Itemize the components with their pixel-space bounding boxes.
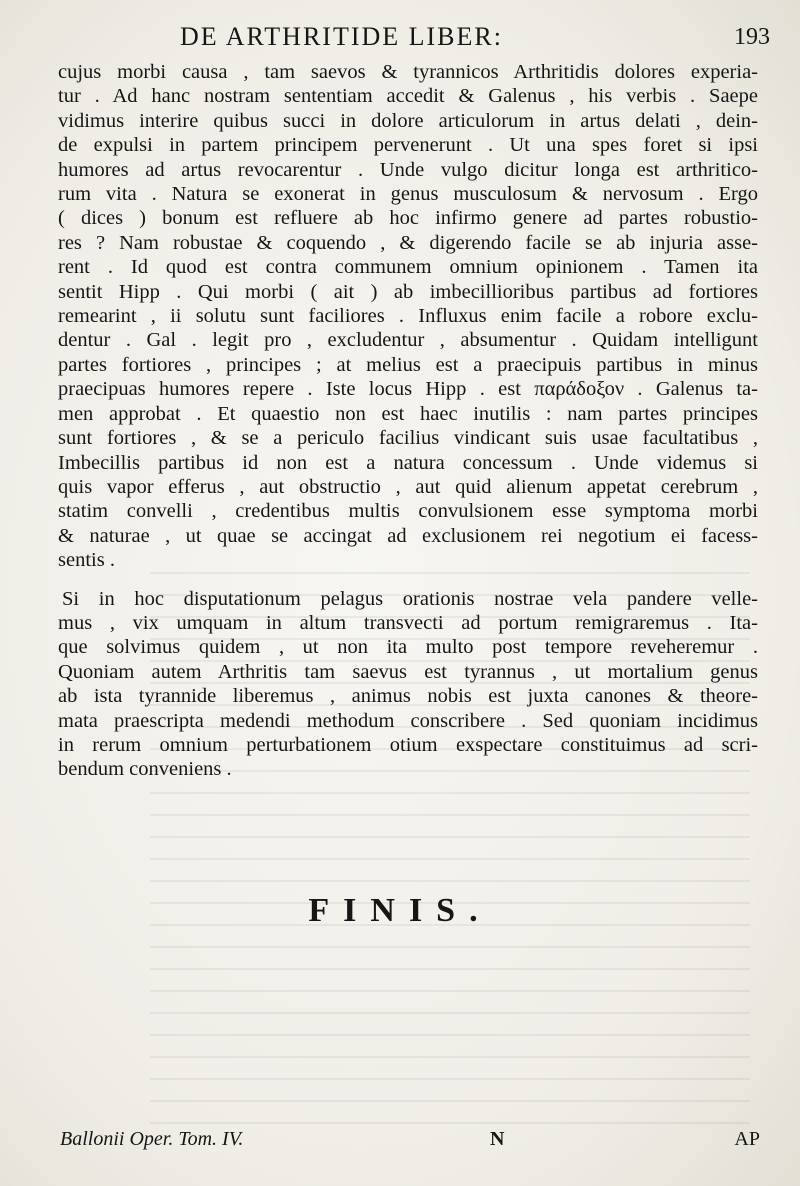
paragraph-2	[58, 587, 758, 782]
text-line: res ? Nam robustae & coquendo , & digerendo facile se ab injuria asse-	[58, 231, 758, 254]
text-line: tur . Ad hanc nostram sententiam accedit & Galenus , his verbis . Saepe	[58, 85, 758, 108]
text-line: rent . Id quod est contra communem omnium opinionem . Tamen ita	[58, 256, 758, 279]
page-header	[60, 20, 770, 56]
gathering-mark: N	[490, 1128, 505, 1150]
text-line: mus , vix umquam in altum transvecti ad portum remigraremus . Ita-	[58, 611, 758, 634]
text-line: rum vita . Natura se exonerat in genus musculosum & nervosum . Ergo	[58, 183, 758, 206]
running-title: DE ARTHRITIDE LIBER:	[180, 22, 503, 51]
text-line: sunt fortiores , & se a periculo facilius vindicant suis usae facultatibus ,	[58, 427, 758, 450]
text-line: Quoniam autem Arthritis tam saevus est tyrannus , ut mortalium genus	[58, 660, 758, 683]
text-line: quis vapor efferus , aut obstructio , aut quid alienum appetat cerebrum ,	[58, 475, 758, 498]
text-line: cujus morbi causa , tam saevos & tyrannicos Arthritidis dolores experia-	[58, 61, 758, 83]
paragraph-1	[58, 60, 758, 573]
text-line: mata praescripta medendi methodum conscribere . Sed quoniam incidimus	[58, 709, 758, 732]
text-line: & naturae , ut quae se accingat ad exclusionem rei negotium ei facess-	[58, 524, 758, 547]
text-line: que solvimus quidem , ut non ita multo post tempore reveheremur .	[58, 636, 758, 659]
text-line: statim convelli , credentibus multis convulsionem esse symptoma morbi	[58, 500, 758, 523]
text-line: bendum conveniens .	[58, 758, 232, 781]
text-line: remearint , ii solutu sunt faciliores . Influxus enim facile a robore exclu-	[58, 305, 758, 328]
page-number: 193	[734, 24, 770, 50]
text-line: sentit Hipp . Qui morbi ( ait ) ab imbecillioribus partibus ad fortiores	[58, 280, 758, 303]
text-line: praecipuas humores repere . Iste locus Hipp . est παράδοξον . Galenus ta-	[58, 378, 758, 401]
page-footer	[60, 1128, 760, 1168]
catchword: AP	[734, 1128, 760, 1150]
text-line: ab ista tyrannide liberemus , animus nobis est juxta canones & theore-	[58, 685, 758, 708]
body-text	[58, 60, 758, 782]
text-line: sentis .	[58, 549, 115, 572]
text-line: ( dices ) bonum est refluere ab hoc infirmo genere ad partes robustio-	[58, 207, 758, 230]
finis-heading: FINIS.	[308, 892, 492, 929]
text-line: dentur . Gal . legit pro , excludentur , absumentur . Quidam intelligunt	[58, 329, 758, 352]
signature-line: Ballonii Oper. Tom. IV.	[60, 1128, 244, 1150]
text-line: partes fortiores , principes ; at melius est a praecipuis partibus in minus	[58, 353, 758, 376]
text-line: humores ad artus revocarentur . Unde vulgo dicitur longa est arthritico-	[58, 158, 758, 181]
text-line: Si in hoc disputationum pelagus orationis nostrae vela pandere velle-	[62, 587, 758, 610]
text-line: men approbat . Et quaestio non est haec inutilis : nam partes principes	[58, 402, 758, 425]
paragraph-gap	[58, 573, 758, 587]
text-line: in rerum omnium perturbationem otium exspectare constituimus ad scri-	[58, 733, 758, 756]
text-line: vidimus interire quibus succi in dolore articulorum in artus delati , dein-	[58, 109, 758, 132]
text-line: Imbecillis partibus id non est a natura concessum . Unde videmus si	[58, 451, 758, 474]
text-line: de expulsi in partem principem pervenerunt . Ut una spes foret si ipsi	[58, 134, 758, 157]
